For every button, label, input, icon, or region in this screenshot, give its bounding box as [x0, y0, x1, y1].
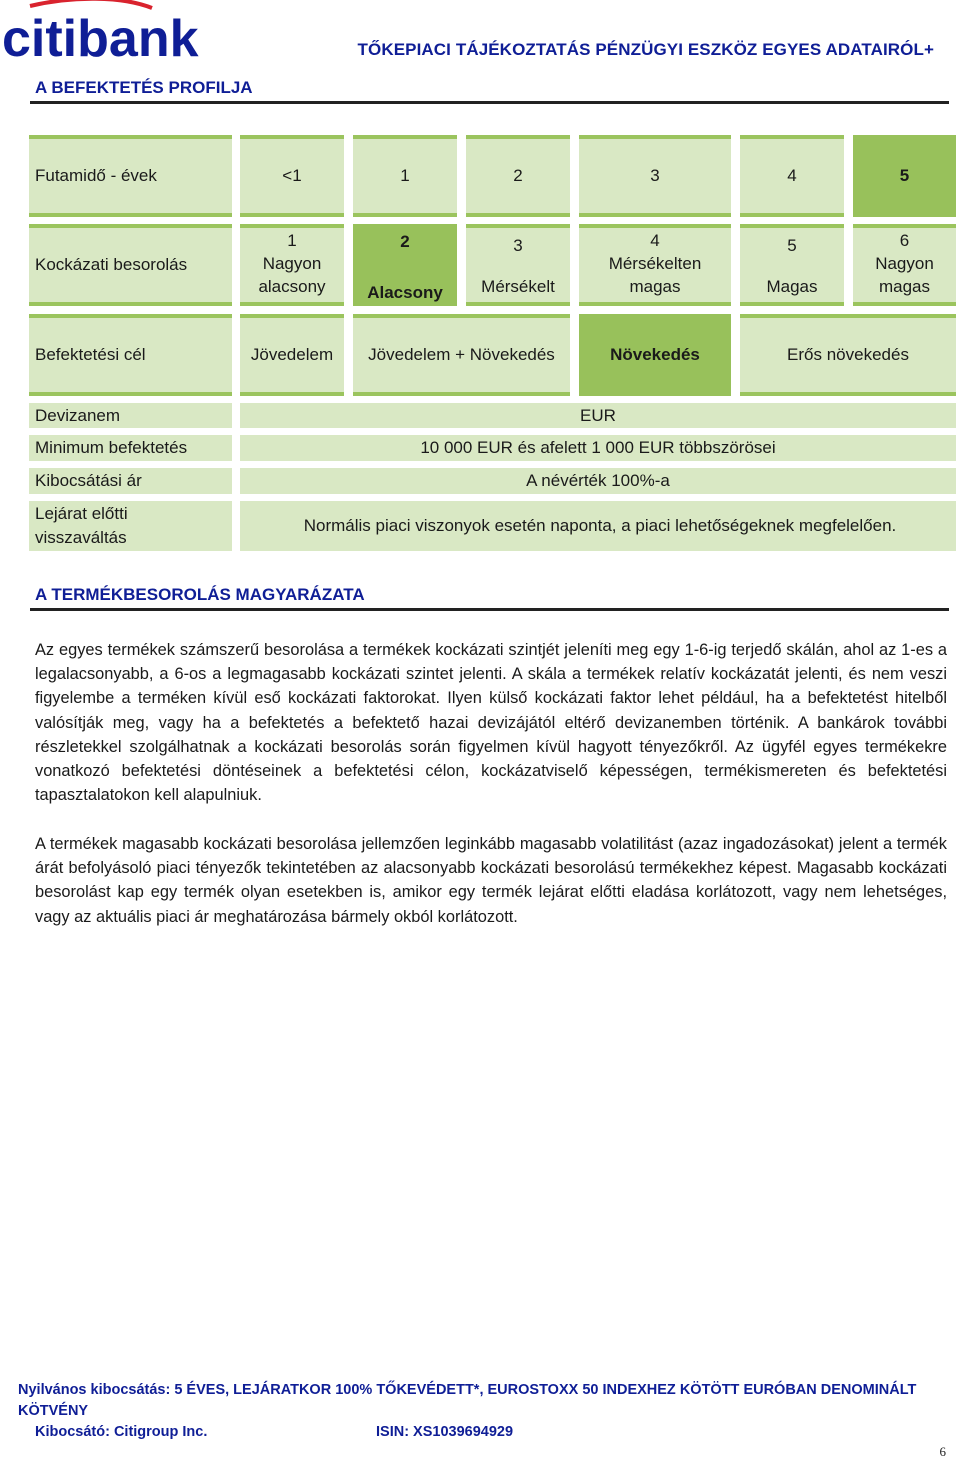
risk-level-3	[466, 224, 570, 306]
section-divider	[30, 101, 949, 104]
maturity-value: 2	[466, 135, 570, 217]
currency-value: EUR	[240, 403, 956, 428]
risk-level-number: 2	[400, 232, 410, 251]
minimum-investment-value: 10 000 EUR és afelett 1 000 EUR többszörösei	[240, 435, 956, 461]
section-title-profile: A BEFEKTETÉS PROFILJA	[35, 78, 253, 97]
goal-value: Jövedelem	[240, 314, 344, 396]
maturity-value: 3	[579, 135, 731, 217]
goal-value-selected: Növekedés	[579, 314, 731, 396]
early-redemption-label-line: Lejárat előtti	[35, 504, 128, 523]
issue-price-label: Kibocsátási ár	[29, 468, 232, 494]
risk-level-text: alacsony	[258, 277, 326, 296]
footer-isin: ISIN: XS1039694929	[376, 1424, 514, 1440]
minimum-investment-label: Minimum befektetés	[29, 435, 232, 461]
risk-level-text: Nagyon	[262, 254, 322, 273]
risk-level-number: 5	[787, 236, 797, 255]
early-redemption-label-line: visszaváltás	[35, 528, 127, 547]
footer-offering-line: KÖTVÉNY	[18, 1403, 89, 1419]
maturity-label: Futamidő - évek	[29, 135, 232, 217]
risk-level-number: 4	[650, 231, 660, 250]
goal-label: Befektetési cél	[29, 314, 232, 396]
goal-value: Jövedelem + Növekedés	[353, 314, 570, 396]
risk-level-number: 3	[513, 236, 523, 255]
classification-paragraph-1: Az egyes termékek számszerű besorolása a termékek kockázati szintjét jeleníti meg egy 1-6-ig terjedő skálán, ahol az 1-es a legalacsonyabb, a 6-os a legmagasabb kockázati szintet jelenti. A skála a termékek relatív kockázatát jelenti, és nem veszi figyelembe a terméken kívül eső kockázati faktorokat. Ilyen külső kockázati faktor lehet például, ha a befektetést hitelből valósítják meg, vagy ha a befektetés a befektető hazai devizájától eltérő devizanemben történik. A bankárok további részletekkel szolgálhatnak a kockázati besorolás során figyelmen kívül hagyott tényezőkről. Az ügyfél egyes termékekre vonatkozó befektetési döntéseinek a befektetési célon, kockázatviselő képességen, termékismereten és befektetési tapasztalatokon kell alapulniuk.	[35, 641, 947, 805]
classification-paragraph-2: A termékek magasabb kockázati besorolása jellemzően leginkább magasabb volatilitást (azaz ingadozásokat) jelent a termék árát befolyásoló piaci tényezők tekintetében az alacsonyabb kockázati besorolású termékekhez képest. Magasabb kockázati besorolást kap egy termék olyan esetekben is, amikor egy termék lejárat előtti eladása korlátozott, vagy nem lehetséges, vagy az aktuális piaci ár meghatározása bármely okból korlátozott.	[35, 835, 947, 926]
currency-label: Devizanem	[29, 403, 232, 428]
page-number: 6	[939, 1444, 946, 1459]
risk-level-text: Nagyon	[875, 254, 934, 273]
risk-level-number: 6	[899, 231, 910, 250]
risk-level-text: Magas	[766, 277, 818, 296]
risk-level-5	[740, 224, 844, 306]
risk-level-text: magas	[878, 277, 931, 296]
maturity-value: 4	[740, 135, 844, 217]
risk-label: Kockázati besorolás	[29, 224, 232, 306]
logo-text: citibank	[2, 10, 199, 62]
footer-offering-line: Nyilvános kibocsátás: 5 ÉVES, LEJÁRATKOR 100% TŐKEVÉDETT*, EUROSTOXX 50 INDEXHEZ KÖTÖTT EURÓBAN DENOMINÁLT	[18, 1382, 917, 1398]
risk-level-text: Alacsony	[367, 283, 443, 302]
risk-level-text: Mérsékelt	[481, 277, 555, 296]
risk-level-4	[579, 224, 731, 306]
risk-level-text: magas	[629, 277, 681, 296]
section-divider	[30, 608, 949, 611]
maturity-value: 1	[353, 135, 457, 217]
early-redemption-value: Normális piaci viszonyok esetén naponta, a piaci lehetőségeknek megfelelően.	[240, 501, 956, 551]
issue-price-value: A névérték 100%-a	[240, 468, 956, 494]
citibank-logo	[2, 0, 222, 62]
risk-level-2-selected	[353, 224, 457, 306]
risk-level-1	[240, 224, 344, 306]
goal-value: Erős növekedés	[740, 314, 956, 396]
risk-level-number: 1	[287, 231, 297, 250]
risk-level-text: Mérsékelten	[608, 254, 702, 273]
footer-issuer: Kibocsátó: Citigroup Inc.	[35, 1424, 208, 1440]
document-title: TŐKEPIACI TÁJÉKOZTATÁS PÉNZÜGYI ESZKÖZ EGYES ADATAIRÓL+	[357, 40, 934, 59]
maturity-value: <1	[240, 135, 344, 217]
maturity-value-selected: 5	[853, 135, 956, 217]
section-title-classification: A TERMÉKBESOROLÁS MAGYARÁZATA	[35, 585, 365, 604]
early-redemption-label	[29, 501, 232, 551]
risk-level-6	[853, 224, 956, 306]
